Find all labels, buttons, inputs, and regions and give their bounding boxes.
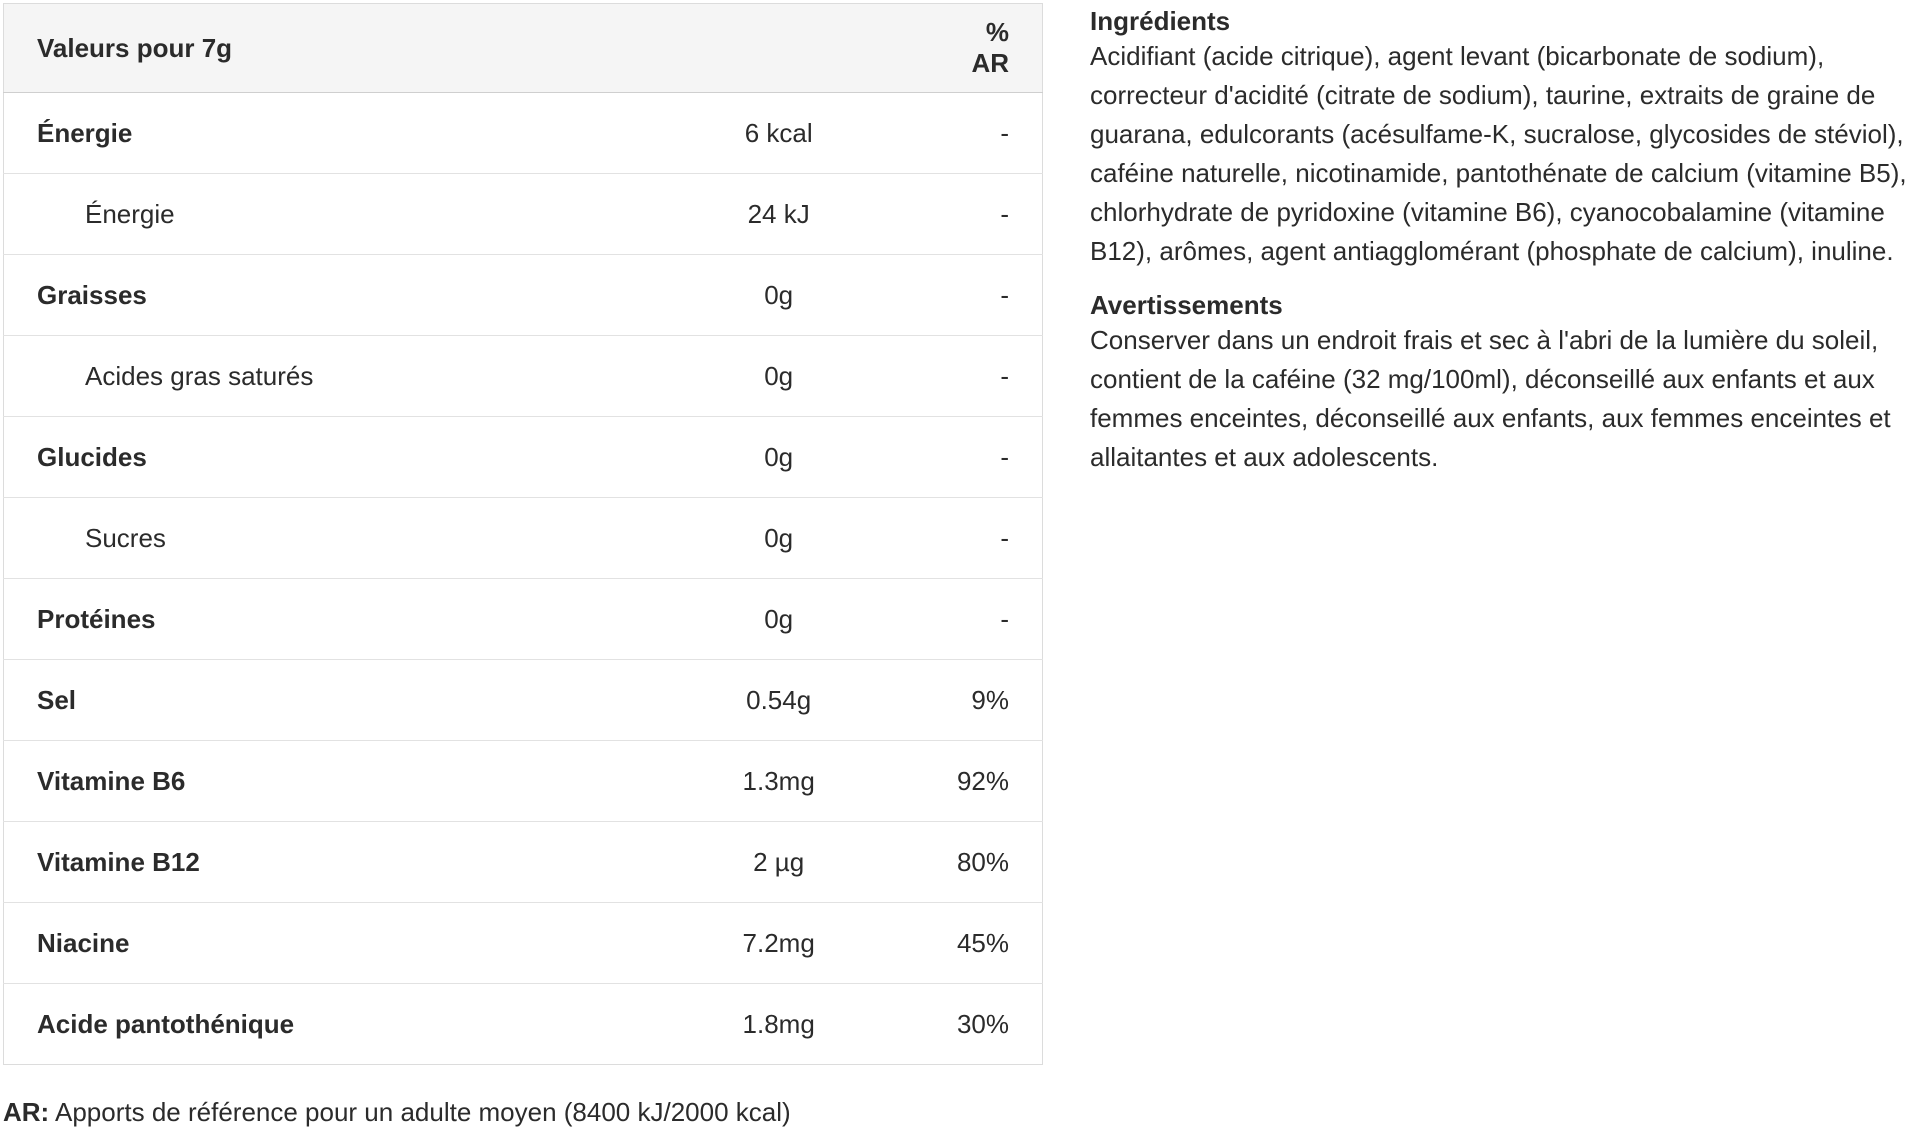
table-header-row [4,4,1043,93]
nutrient-name: Acides gras saturés [4,336,601,417]
warnings-text: Conserver dans un endroit frais et sec à l'abri de la lumière du soleil, contient de la caféine (32 mg/100ml), déconseillé aux enfants et aux femmes enceintes, déconseillé aux enfants, aux femmes enceintes et allaitantes et aux adolescents. [1090,325,1891,472]
nutrient-value: 0g [600,417,957,498]
table-row [4,822,1043,903]
nutrient-value: 0g [600,255,957,336]
nutrient-name: Graisses [4,255,601,336]
ingredients-text: Acidifiant (acide citrique), agent levant (bicarbonate de sodium), correcteur d'acidité (citrate de sodium), taurine, extraits de graine de guarana, edulcorants (acésulfame-K, sucralose, glycosides de stéviol), caféine naturelle, nicotinamide, pantothénate de calcium (vitamine B5), chlorhydrate de pyridoxine (vitamine B6), cyanocobalamine (vitamine B12), arômes, agent antiagglomérant (phosphate de calcium), inuline. [1090,41,1907,266]
header-value [600,4,957,93]
nutrient-value: 24 kJ [600,174,957,255]
nutrient-value: 0g [600,498,957,579]
nutrient-value: 0.54g [600,660,957,741]
nutrient-ar: 92% [957,741,1043,822]
table-row [4,741,1043,822]
nutrient-name: Niacine [4,903,601,984]
table-row [4,903,1043,984]
product-info-panel [1090,5,1910,477]
nutrient-ar: - [957,255,1043,336]
nutrient-value: 7.2mg [600,903,957,984]
nutrition-table [3,3,1043,1065]
nutrient-value: 1.8mg [600,984,957,1065]
footnote-abbreviation: AR: [3,1097,50,1127]
nutrient-ar: - [957,498,1043,579]
nutrient-ar: - [957,417,1043,498]
nutrient-name: Vitamine B12 [4,822,601,903]
nutrient-name: Glucides [4,417,601,498]
nutrient-value: 0g [600,579,957,660]
table-row [4,336,1043,417]
nutrient-name: Acide pantothénique [4,984,601,1065]
nutrient-name: Protéines [4,579,601,660]
table-row [4,93,1043,174]
table-row [4,660,1043,741]
table-row [4,417,1043,498]
nutrient-ar: - [957,93,1043,174]
warnings-heading: Avertissements [1090,290,1283,320]
footnote-text: Apports de référence pour un adulte moyen (8400 kJ/2000 kcal) [49,1097,791,1127]
nutrient-ar: 45% [957,903,1043,984]
nutrient-value: 2 µg [600,822,957,903]
nutrient-ar: - [957,174,1043,255]
nutrient-name: Vitamine B6 [4,741,601,822]
nutrient-ar: 80% [957,822,1043,903]
nutrient-name: Sel [4,660,601,741]
nutrient-ar: - [957,579,1043,660]
table-row [4,255,1043,336]
nutrient-ar: 30% [957,984,1043,1065]
table-row [4,579,1043,660]
header-values-per-serving: Valeurs pour 7g [4,4,601,93]
nutrient-name: Sucres [4,498,601,579]
table-row [4,498,1043,579]
table-row [4,984,1043,1065]
header-percent-ar: % AR [957,4,1043,93]
nutrient-name: Énergie [4,93,601,174]
reference-intake-footnote [3,1096,791,1128]
nutrient-ar: - [957,336,1043,417]
nutrient-value: 0g [600,336,957,417]
nutrient-ar: 9% [957,660,1043,741]
nutrient-value: 6 kcal [600,93,957,174]
ingredients-heading: Ingrédients [1090,6,1231,36]
table-row [4,174,1043,255]
nutrient-value: 1.3mg [600,741,957,822]
nutrient-name: Énergie [4,174,601,255]
